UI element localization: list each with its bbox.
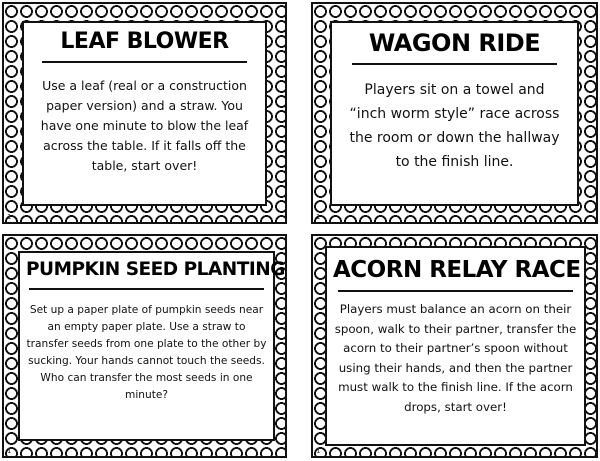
title-divider: [29, 288, 264, 290]
title-divider: [352, 63, 557, 65]
card-title: ACORN RELAY RACE: [333, 257, 581, 283]
title-divider: [338, 290, 573, 292]
card-title: PUMPKIN SEED PLANTING: [26, 259, 285, 280]
card-title: WAGON RIDE: [368, 29, 541, 57]
card-instructions: Players must balance an acorn on their spoon, walk to their partner, transfer the acorn to their partner’s spoon without using their hands, and then the partner must walk to the finish line. If the acorn drops, start over!: [334, 302, 577, 414]
task-card-leaf-blower: [2, 2, 287, 224]
task-card-acorn-relay-race: [311, 234, 598, 458]
card-title: LEAF BLOWER: [60, 29, 229, 54]
task-card-wagon-ride: [311, 2, 598, 224]
page-marker: 1: [7, 213, 12, 221]
card-content-panel: [18, 251, 285, 441]
card-content-panel: [22, 21, 267, 206]
page-marker: 1: [316, 213, 321, 221]
page-marker: 1: [316, 447, 321, 455]
page-marker: 1: [7, 447, 12, 455]
card-content-panel: [325, 246, 586, 446]
task-card-pumpkin-seed-planting: [2, 234, 287, 458]
card-instructions: Set up a paper plate of pumpkin seeds near an empty paper plate. Use a straw to transfer seeds from one plate to the other by sucking. Your hands cannot touch the seeds. Who can transfer the most seeds in one minute?: [26, 303, 267, 401]
title-divider: [42, 61, 247, 63]
card-content-panel: [330, 21, 579, 206]
card-instructions: Players sit on a towel and “inch worm style” race across the room or down the hallway to the finish line.: [349, 82, 560, 170]
card-instructions: Use a leaf (real or a construction paper version) and a straw. You have one minute to blow the leaf across the table. If it falls off the table, start over!: [40, 78, 249, 173]
